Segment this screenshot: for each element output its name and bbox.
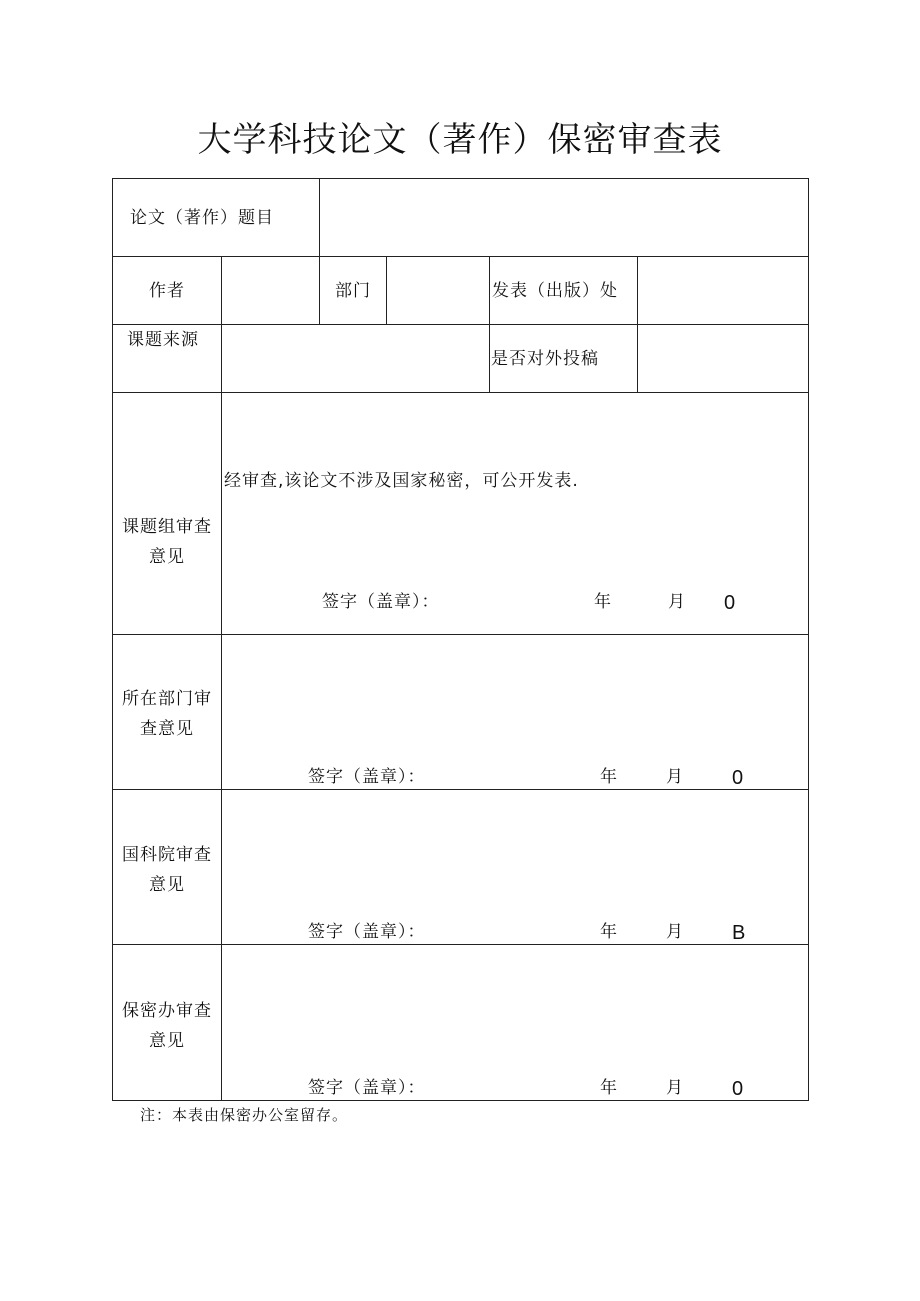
signature-label: 签字（盖章）：	[308, 1078, 426, 1098]
table-border-right	[808, 178, 809, 1101]
footer-note: 注：本表由保密办公室留存。	[140, 1106, 349, 1124]
page-title: 大学科技论文（著作）保密审查表	[197, 120, 723, 160]
table-row-divider	[112, 392, 809, 393]
publisher-label: 发表（出版）处	[492, 281, 618, 301]
table-border-top	[112, 178, 809, 179]
day-mark: 0	[724, 592, 736, 614]
review-label-project-group: 课题组审查意见	[122, 517, 212, 567]
review-label-academy: 国科院审查意见	[122, 845, 212, 895]
author-label: 作者	[149, 281, 185, 301]
signature-label: 签字（盖章）：	[308, 922, 426, 942]
table-col-divider	[386, 256, 387, 325]
table-col-divider	[637, 256, 638, 393]
table-row-divider	[112, 634, 809, 635]
day-mark: 0	[732, 767, 744, 789]
year-label: 年	[600, 922, 618, 942]
month-label: 月	[666, 922, 684, 942]
paper-title-label: 论文（著作）题目	[130, 208, 274, 228]
signature-label: 签字（盖章）：	[322, 592, 440, 612]
table-col-divider	[319, 178, 320, 325]
review-label-security-office: 保密办审查意见	[122, 1001, 212, 1051]
table-row-divider	[112, 324, 809, 325]
project-source-label: 课题来源	[127, 330, 199, 350]
day-mark: 0	[732, 1078, 744, 1100]
year-label: 年	[600, 1078, 618, 1098]
month-label: 月	[668, 592, 686, 612]
table-row-divider	[112, 789, 809, 790]
review-opinion-project-group[interactable]: 经审查,该论文不涉及国家秘密，可公开发表.	[224, 471, 579, 491]
review-label-department: 所在部门审查意见	[122, 689, 212, 739]
signature-label: 签字（盖章）：	[308, 767, 426, 787]
month-label: 月	[666, 767, 684, 787]
table-row-divider	[112, 944, 809, 945]
table-col-divider	[221, 256, 222, 1101]
table-border-left	[112, 178, 113, 1101]
external-submission-label: 是否对外投稿	[491, 349, 599, 369]
year-label: 年	[594, 592, 612, 612]
table-col-divider	[489, 256, 490, 393]
table-row-divider	[112, 256, 809, 257]
day-mark: B	[732, 922, 746, 944]
department-label: 部门	[335, 281, 371, 301]
month-label: 月	[666, 1078, 684, 1098]
year-label: 年	[600, 767, 618, 787]
